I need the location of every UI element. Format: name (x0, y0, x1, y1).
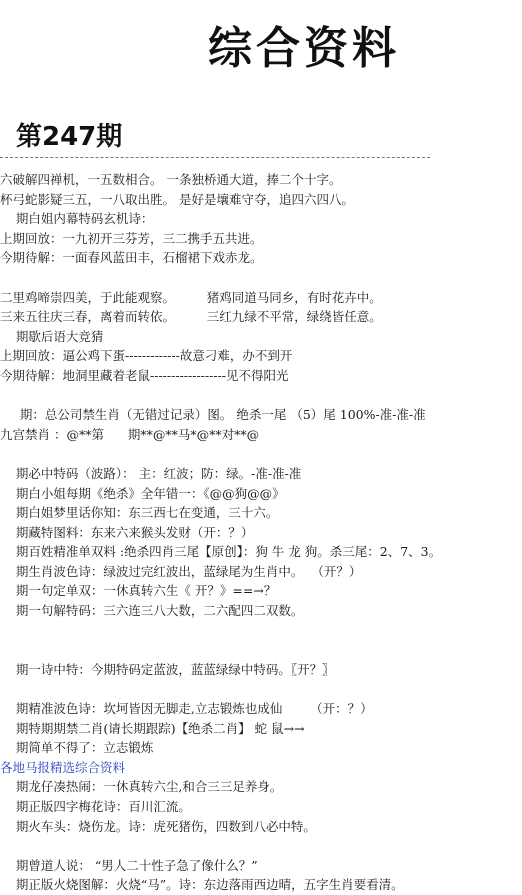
spacer (0, 621, 522, 641)
text-line: 期白小姐每期《绝杀》全年错一：《@@狗@@》 (0, 485, 285, 501)
text-line: 期正版四字梅花诗：百川汇流。 (0, 799, 191, 814)
spacer (0, 444, 522, 464)
issue-number: 第247期 (16, 122, 123, 152)
text-line: 期一句解特码：三六连三八大数，二六配四二双数。 (0, 603, 304, 619)
text-line: 期一诗中特：今期特码定蓝波，蓝蓝绿绿中特码。〖开？〗 (0, 661, 335, 677)
spacer (0, 836, 522, 856)
text-line: 九宫禁肖 ：@**第 期**@**马*@**对**@ (0, 426, 260, 442)
text-line: 期曾道人说： “男人二十性子急了像什么？” (0, 857, 258, 873)
text-line: 期歇后语大竞猜 (0, 328, 104, 344)
spacer (0, 640, 522, 660)
text-line: 期精准波色诗：坎坷皆因无脚走,立志锻炼也成仙 （开：？） (0, 701, 373, 717)
text-line: 上期回放：逼公鸡下蛋-------------故意刁难，办不到开 (0, 348, 293, 364)
spacer (0, 268, 522, 288)
text-line: 期藏特图料：东来六来猴头发财（开：？） (0, 524, 254, 540)
text-line: 期：总公司禁生肖（无错过记录）图。 绝杀一尾 （5）尾 100%-准-准-准 (0, 407, 426, 423)
page-title: 综合资料 (208, 23, 400, 74)
text-line: 杯弓蛇影疑三五，一八取出胜。 是好是壤难守夺，追四六四八。 (0, 191, 354, 207)
text-line: 期百姓精准单双料 :绝杀四肖三尾【原创】：狗 牛 龙 狗。杀三尾：2、7、3。 (0, 544, 442, 560)
spacer (0, 386, 522, 406)
text-line: 二里鸡啼崇四美，于此能观察。 猪鸡同道马同乡，有时花卉中。 (0, 289, 382, 305)
text-line: 期白姐内幕特码玄机诗： (0, 211, 154, 227)
text-line: 期火车头：烧伤龙。诗：虎死猪伤，四数到八必中特。 (0, 818, 316, 834)
text-line: 期必中特码（波路）： 主：红波；防：绿。-准-准-准 (0, 465, 302, 481)
text-line: 期生肖波色诗：绿波过完红波出，蓝绿尾为生肖中。 （开？） (0, 563, 362, 579)
document-body (0, 170, 522, 895)
text-line: 三来五往庆三春，离着而转依。 三红九绿不平常，绿绕皆任意。 (0, 309, 382, 325)
text-line: 期特期期禁二肖(请长期跟踪)【绝杀二肖】 蛇 鼠→→ (0, 720, 305, 736)
text-line: 期一句定单双：一休真转六生《 开？》==→？ (0, 583, 277, 599)
text-line: 期白姐梦里话你知：东三西七在变通，三十六。 (0, 505, 279, 521)
text-line: 今期待解：一面春风蓝田丰，石榴裙下戏赤龙。 (0, 250, 263, 266)
spacer (0, 679, 522, 699)
text-line: 期龙仔凑热闹：一休真转六尘,和合三三足养身。 (0, 779, 283, 795)
text-line: 期正版火烧图解：火烧“马”。诗：东边落雨西边晴，五字生肖要看清。 (0, 877, 404, 893)
text-line: 今期待解：地洞里藏着老鼠------------------见不得阳光 (0, 367, 289, 383)
text-line: 上期回放：一九初开三芬芳，三二携手五共进。 (0, 230, 263, 246)
section-heading: 各地马报精选综合资料 (0, 759, 126, 775)
dashed-divider (0, 157, 430, 158)
text-line: 六破解四禅机，一五数相合。 一条独桥通大道，捧二个十字。 (0, 172, 342, 187)
text-line: 期简单不得了：立志锻炼 (0, 740, 154, 756)
